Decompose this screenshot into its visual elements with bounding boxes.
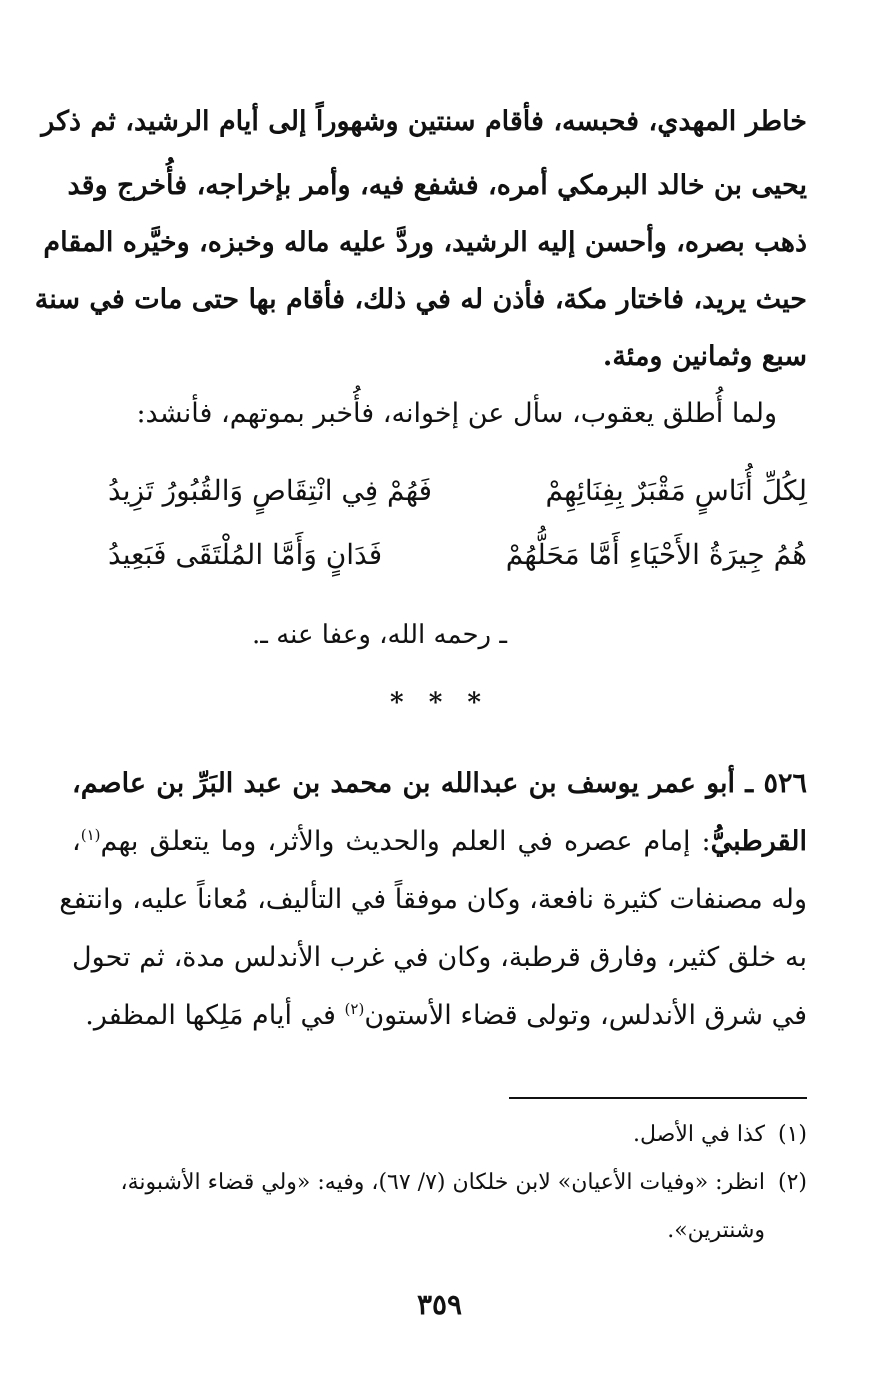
entry-line-2-text: : إمام عصره في العلم والحديث والأثر، وما يتعلق بهم (100, 826, 711, 857)
footnote-2-continuation: وشنترين». (667, 1218, 765, 1243)
footnote-1-number: (١) (777, 1122, 807, 1147)
footnote-ref-1[interactable]: (١) (80, 826, 101, 844)
entry-line-5 (72, 1002, 807, 1029)
footnote-2-text: انظر: «وفيات الأعيان» لابن خلكان (٧/ ٦٧)، وفيه: «ولي قضاء الأشبونة، (120, 1170, 765, 1195)
paragraph-line-4: حيث يريد، فاختار مكة، فأذن له في ذلك، فأقام بها حتى مات في سنة (34, 284, 807, 315)
entry-line-5-a: في شرق الأندلس، وتولى قضاء الأستون (364, 1000, 807, 1031)
verse-2-first-hemistich: هُمُ جِيرَةُ الأَحْيَاءِ أَمَّا مَحَلُّهُمْ (505, 538, 807, 571)
paragraph-line-3: ذهب بصره، وأحسن إليه الرشيد، وردَّ عليه ماله وخبزه، وخيَّره المقام (43, 227, 807, 258)
closing-prayer: ـ رحمه الله، وعفا عنه ـ. (252, 620, 507, 650)
footnote-ref-2[interactable]: (٢) (344, 1000, 365, 1018)
page-number: ٣٥٩ (416, 1288, 463, 1321)
verse-1-first-hemistich: لِكُلِّ أُنَاسٍ مَقْبَرٌ بِفِنَائِهِمْ (545, 474, 807, 507)
paragraph-line-2: يحيى بن خالد البرمكي أمره، فشفع فيه، وأمر بإخراجه، فأُخرج وقد (67, 170, 807, 201)
verse-2-second-hemistich: فَدَانٍ وَأَمَّا المُلْتَقَى فَبَعِيدُ (108, 538, 383, 571)
entry-line-3: وله مصنفات كثيرة نافعة، وكان موفقاً في التأليف، مُعاناً عليه، وانتفع (59, 884, 807, 915)
footnote-1-text: كذا في الأصل. (633, 1122, 765, 1147)
entry-line-5-b: في أيام مَلِكها المظفر. (85, 1000, 345, 1031)
footnote-divider (509, 1097, 807, 1099)
entry-line-2-end: ، (72, 826, 81, 857)
footnote-1 (72, 1122, 807, 1147)
footnote-2 (72, 1170, 807, 1195)
footnote-2-number: (٢) (777, 1170, 807, 1195)
intro-line: ولما أُطلق يعقوب، سأل عن إخوانه، فأُخبر بموتهم، فأنشد: (136, 398, 777, 429)
entry-line-4: به خلق كثير، وفارق قرطبة، وكان في غرب الأندلس مدة، ثم تحول (72, 942, 807, 973)
entry-line-2 (72, 828, 807, 855)
section-separator: * * * (390, 688, 489, 718)
entry-heading-line: ٥٢٦ ـ أبو عمر يوسف بن عبدالله بن محمد بن عبد البَرِّ بن عاصم، (72, 768, 807, 799)
verse-1-second-hemistich: فَهُمْ فِي انْتِقَاصٍ وَالقُبُورُ تَزِيدُ (108, 474, 432, 507)
paragraph-line-5: سبع وثمانين ومئة. (602, 341, 807, 372)
entry-nisba: القرطبيُّ (710, 826, 807, 857)
paragraph-line-1: خاطر المهدي، فحبسه، فأقام سنتين وشهوراً إلى أيام الرشيد، ثم ذكر (41, 106, 807, 137)
